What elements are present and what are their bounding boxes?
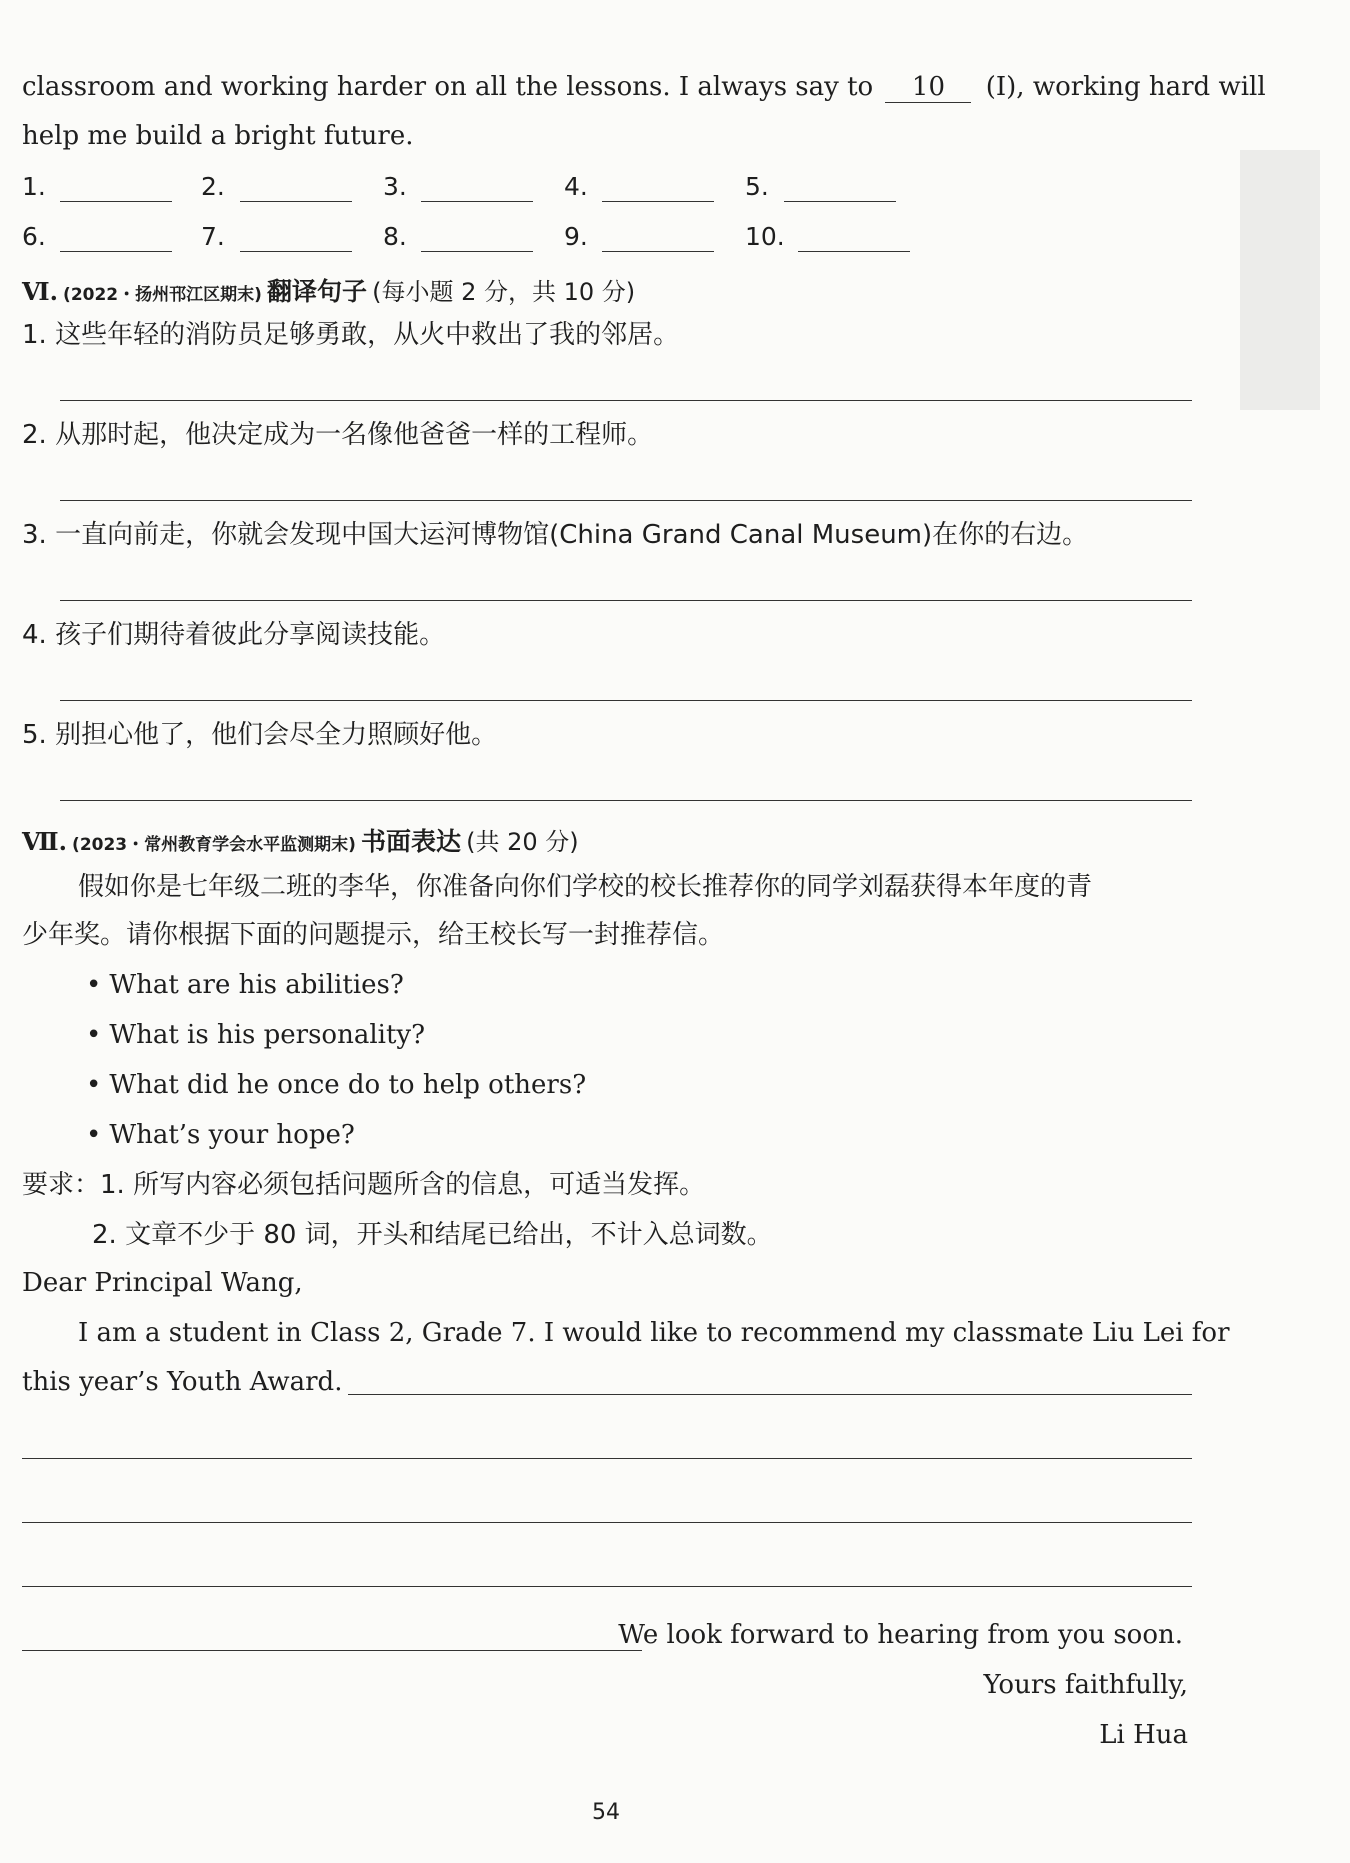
answer-blank-2[interactable]	[240, 201, 352, 202]
section-6-title: 翻译句子	[267, 277, 368, 306]
section-6-heading	[22, 272, 635, 308]
answer-number-2: 2.	[201, 172, 225, 201]
translation-item-2: 2. 从那时起，他决定成为一名像他爸爸一样的工程师。	[22, 420, 654, 450]
translation-item-4: 4. 孩子们期待着彼此分享阅读技能。	[22, 620, 446, 650]
section-7-roman: Ⅶ.	[22, 827, 67, 856]
answer-number-1: 1.	[22, 172, 46, 201]
answer-number-8: 8.	[383, 222, 407, 251]
translation-answer-line-5[interactable]	[60, 800, 1192, 801]
prompt-bullet-2: • What is his personality?	[86, 1020, 426, 1050]
translation-item-3: 3. 一直向前走，你就会发现中国大运河博物馆(China Grand Canal Museum)在你的右边。	[22, 520, 1089, 550]
intro-text: classroom and working harder on all the lessons. I always say to	[22, 72, 874, 102]
translation-answer-line-3[interactable]	[60, 600, 1192, 601]
answer-blank-6[interactable]	[60, 251, 172, 252]
section-6-note: (每小题 2 分，共 10 分)	[372, 278, 636, 306]
letter-signature: Li Hua	[1099, 1720, 1188, 1750]
intro-line-2: help me build a bright future.	[22, 121, 414, 151]
answer-number-5: 5.	[745, 172, 769, 201]
answer-number-7: 7.	[201, 222, 225, 251]
answer-blank-5[interactable]	[784, 201, 896, 202]
answer-number-9: 9.	[564, 222, 588, 251]
section-6-roman: Ⅵ.	[22, 277, 58, 306]
bleed-through-shadow	[1240, 150, 1320, 410]
prompt-bullet-1: • What are his abilities?	[86, 970, 404, 1000]
answer-blank-1[interactable]	[60, 201, 172, 202]
answer-blank-7[interactable]	[240, 251, 352, 252]
writing-prompt-line-1: 假如你是七年级二班的李华，你准备向你们学校的校长推荐你的同学刘磊获得本年度的青	[78, 872, 1093, 902]
answer-blank-3[interactable]	[421, 201, 533, 202]
section-7-heading	[22, 822, 579, 858]
answer-number-4: 4.	[564, 172, 588, 201]
letter-signoff: Yours faithfully,	[983, 1670, 1188, 1700]
translation-item-1: 1. 这些年轻的消防员足够勇敢，从火中救出了我的邻居。	[22, 320, 680, 350]
translation-answer-line-4[interactable]	[60, 700, 1192, 701]
requirement-1: 要求：1. 所写内容必须包括问题所含的信息，可适当发挥。	[22, 1170, 706, 1200]
translation-answer-line-2[interactable]	[60, 500, 1192, 501]
prompt-bullet-4: • What’s your hope?	[86, 1120, 355, 1150]
writing-line-1[interactable]	[348, 1394, 1192, 1395]
answer-blank-9[interactable]	[602, 251, 714, 252]
answer-number-6: 6.	[22, 222, 46, 251]
letter-body-line-2: this year’s Youth Award.	[22, 1367, 343, 1397]
section-7-title: 书面表达	[361, 827, 462, 856]
translation-answer-line-1[interactable]	[60, 400, 1192, 401]
blank-10-filled: 10	[885, 72, 971, 103]
writing-line-3[interactable]	[22, 1522, 1192, 1523]
intro-text-after: (I), working hard will	[985, 72, 1266, 102]
translation-item-5: 5. 别担心他了，他们会尽全力照顾好他。	[22, 720, 498, 750]
answer-number-10: 10.	[745, 222, 785, 251]
prompt-bullet-3: • What did he once do to help others?	[86, 1070, 587, 1100]
letter-salutation: Dear Principal Wang,	[22, 1268, 303, 1298]
section-7-source: (2023・常州教育学会水平监测期末)	[72, 835, 356, 855]
answer-blank-10[interactable]	[798, 251, 910, 252]
page-number: 54	[592, 1800, 620, 1825]
section-6-source: (2022・扬州邗江区期末)	[63, 285, 262, 305]
writing-line-5[interactable]	[22, 1650, 642, 1651]
writing-prompt-line-2: 少年奖。请你根据下面的问题提示，给王校长写一封推荐信。	[22, 920, 725, 950]
answer-number-3: 3.	[383, 172, 407, 201]
writing-line-2[interactable]	[22, 1458, 1192, 1459]
intro-line-1	[22, 72, 1266, 103]
answer-blank-4[interactable]	[602, 201, 714, 202]
answer-blank-8[interactable]	[421, 251, 533, 252]
letter-closing-line: We look forward to hearing from you soon.	[618, 1620, 1183, 1650]
section-7-note: (共 20 分)	[466, 828, 579, 856]
writing-line-4[interactable]	[22, 1586, 1192, 1587]
requirement-2: 2. 文章不少于 80 词，开头和结尾已给出，不计入总词数。	[92, 1220, 773, 1250]
letter-body-line-1: I am a student in Class 2, Grade 7. I would like to recommend my classmate Liu Lei for	[78, 1318, 1230, 1348]
